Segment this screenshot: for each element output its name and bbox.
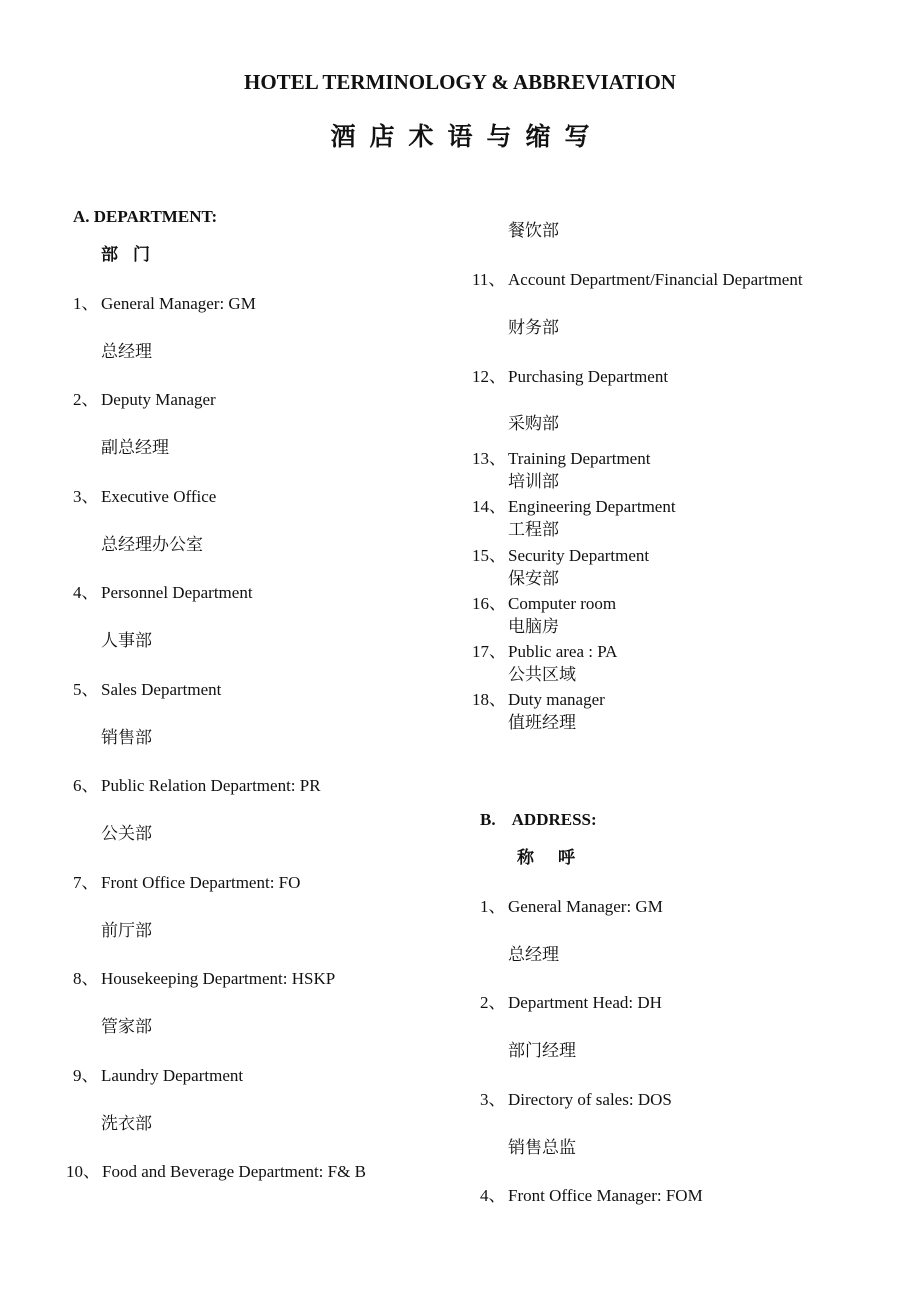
list-item-english: Department Head: DH — [508, 993, 662, 1012]
list-item-number: 2、 — [73, 390, 99, 409]
document-subtitle: 酒店术语与缩写 — [330, 124, 604, 151]
list-item-english: Executive Office — [101, 487, 217, 506]
list-item-chinese: 管家部 — [101, 1017, 152, 1036]
list-item-chinese: 保安部 — [508, 569, 559, 588]
list-item-number: 9、 — [73, 1066, 99, 1085]
list-item-chinese: 总经理 — [101, 342, 152, 361]
list-item-number: 2、 — [480, 993, 506, 1012]
list-item-english: Sales Department — [101, 680, 222, 699]
list-item-number: 8、 — [73, 969, 99, 988]
list-item-chinese: 总经理 — [508, 945, 559, 964]
list-item-english: Account Department/Financial Department — [508, 270, 803, 289]
list-item-english: Directory of sales: DOS — [508, 1090, 672, 1109]
list-item-chinese: 总经理办公室 — [101, 535, 203, 554]
list-item-number: 4、 — [73, 583, 99, 602]
list-item-chinese: 餐饮部 — [508, 221, 559, 240]
list-item-number: 1、 — [73, 294, 99, 313]
section-a-heading: A. DEPARTMENT: — [73, 207, 218, 226]
list-item-chinese: 财务部 — [508, 318, 559, 337]
list-item-english: Computer room — [508, 594, 617, 613]
list-item-number: 13、 — [472, 449, 506, 468]
list-item-chinese: 值班经理 — [508, 713, 576, 732]
list-item-number: 12、 — [472, 367, 506, 386]
list-item-chinese: 副总经理 — [101, 438, 169, 457]
list-item-english: Front Office Manager: FOM — [508, 1186, 703, 1205]
list-item-english: Deputy Manager — [101, 390, 216, 409]
list-item-number: 15、 — [472, 546, 506, 565]
list-item-english: Personnel Department — [101, 583, 253, 602]
list-item-chinese: 部门经理 — [508, 1041, 576, 1060]
list-item-number: 3、 — [73, 487, 99, 506]
list-item-chinese: 销售总监 — [508, 1138, 576, 1157]
list-item-english: Front Office Department: FO — [101, 873, 301, 892]
list-item-english: Public Relation Department: PR — [101, 776, 321, 795]
list-item-number: 14、 — [472, 497, 506, 516]
list-item-chinese: 工程部 — [508, 520, 559, 539]
list-item-number: 1、 — [480, 897, 506, 916]
list-item-number: 16、 — [472, 594, 506, 613]
list-item-english: Engineering Department — [508, 497, 676, 516]
list-item-chinese: 电脑房 — [508, 617, 559, 636]
list-item-english: Food and Beverage Department: F& B — [102, 1162, 366, 1181]
list-item-english: Security Department — [508, 546, 650, 565]
list-item-english: Housekeeping Department: HSKP — [101, 969, 336, 988]
list-item-number: 18、 — [472, 690, 506, 709]
list-item-number: 11、 — [472, 270, 506, 289]
list-item-chinese: 前厅部 — [101, 921, 152, 940]
list-item-number: 5、 — [73, 680, 99, 699]
list-item-number: 3、 — [480, 1090, 506, 1109]
list-item-number: 10、 — [66, 1162, 100, 1181]
list-item-number: 6、 — [73, 776, 99, 795]
list-item-chinese: 培训部 — [508, 472, 559, 491]
list-item-chinese: 人事部 — [101, 631, 152, 650]
list-item-english: Training Department — [508, 449, 651, 468]
list-item-english: Public area : PA — [508, 642, 618, 661]
document-title: HOTEL TERMINOLOGY & ABBREVIATION — [244, 70, 676, 94]
list-item-chinese: 公关部 — [101, 824, 152, 843]
list-item-number: 4、 — [480, 1186, 506, 1205]
list-item-english: General Manager: GM — [101, 294, 256, 313]
list-item-chinese: 采购部 — [508, 414, 559, 433]
list-item-chinese: 销售部 — [101, 728, 152, 747]
list-item-english: Duty manager — [508, 690, 605, 709]
list-item-number: 7、 — [73, 873, 99, 892]
list-item-chinese: 公共区域 — [508, 665, 576, 684]
list-item-number: 17、 — [472, 642, 506, 661]
list-item-chinese: 洗衣部 — [101, 1114, 152, 1133]
section-b-heading-zh: 称呼 — [517, 848, 599, 867]
list-item-english: Purchasing Department — [508, 367, 669, 386]
list-item-english: Laundry Department — [101, 1066, 244, 1085]
section-a-heading-zh: 部门 — [101, 245, 165, 264]
section-b-heading: B. ADDRESS: — [480, 810, 597, 829]
list-item-english: General Manager: GM — [508, 897, 663, 916]
